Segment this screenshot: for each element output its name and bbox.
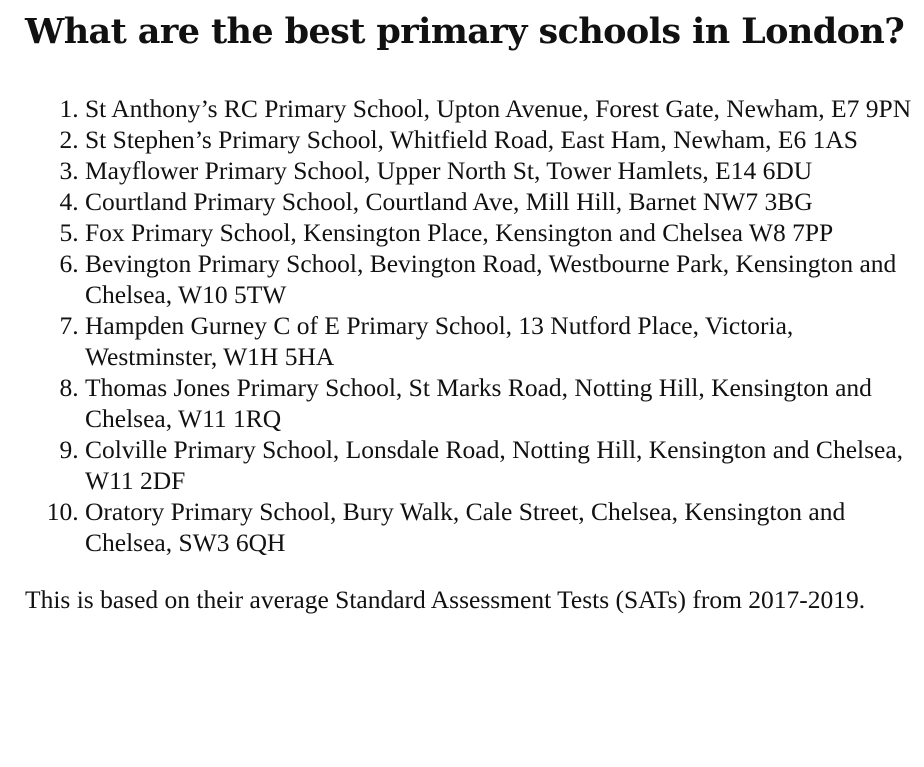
school-list <box>25 93 915 558</box>
page-title: What are the best primary schools in London? <box>25 11 905 52</box>
list-item: 7. Hampden Gurney C of E Primary School, 13 Nutford Place, Victoria, Westminster, W1H 5HA <box>85 310 915 372</box>
list-item: 3. Mayflower Primary School, Upper North St, Tower Hamlets, E14 6DU <box>85 155 915 186</box>
footnote-text: This is based on their average Standard Assessment Tests (SATs) from 2017-2019. <box>25 585 866 614</box>
list-item: 9. Colville Primary School, Lonsdale Road, Notting Hill, Kensington and Chelsea, W11 2DF <box>85 434 915 496</box>
list-item: 8. Thomas Jones Primary School, St Marks Road, Notting Hill, Kensington and Chelsea, W11 1RQ <box>85 372 915 434</box>
list-item: 10. Oratory Primary School, Bury Walk, Cale Street, Chelsea, Kensington and Chelsea, SW3 6QH <box>85 496 915 558</box>
list-item: 4. Courtland Primary School, Courtland Ave, Mill Hill, Barnet NW7 3BG <box>85 186 915 217</box>
list-item: 1. St Anthony’s RC Primary School, Upton Avenue, Forest Gate, Newham, E7 9PN <box>85 93 915 124</box>
list-item: 2. St Stephen’s Primary School, Whitfield Road, East Ham, Newham, E6 1AS <box>85 124 915 155</box>
list-item: 6. Bevington Primary School, Bevington Road, Westbourne Park, Kensington and Chelsea, W10 5TW <box>85 248 915 310</box>
list-item: 5. Fox Primary School, Kensington Place, Kensington and Chelsea W8 7PP <box>85 217 915 248</box>
